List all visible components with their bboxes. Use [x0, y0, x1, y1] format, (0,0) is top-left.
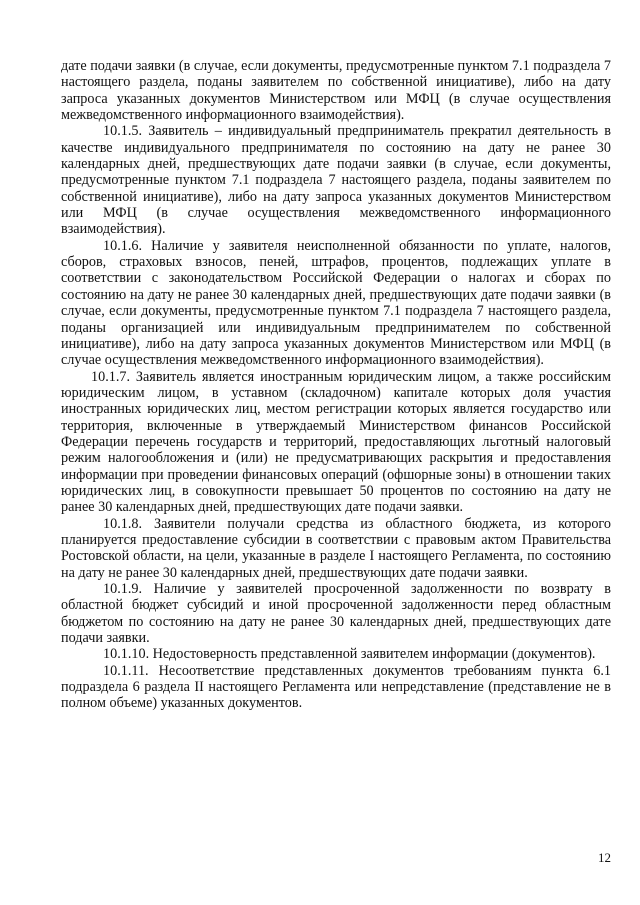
paragraph-continuation: дате подачи заявки (в случае, если документы, предусмотренные пунктом 7.1 подраздела 7 настоящего раздела, поданы заявителем по собственной инициативе), либо на дату запроса указанных документов Министерством или МФЦ (в случае осуществления межведомственного информационного взаимодействия). — [61, 58, 611, 124]
page-number: 12 — [598, 850, 611, 865]
paragraph-10-1-6: 10.1.6. Наличие у заявителя неисполненной обязанности по уплате, налогов, сборов, страховых взносов, пеней, штрафов, процентов, подлежащих уплате в соответствии с законодательством Российской Федерации о налогах и сборах по состоянию на дату не ранее 30 календарных дней, предшествующих дате подачи заявки (в случае, если документы, предусмотренные пунктом 7.1 подраздела 7 настоящего раздела, поданы организацией или индивидуальным предпринимателем по собственной инициативе), либо на дату запроса указанных документов Министерством или МФЦ (в случае осуществления межведомственного информационного взаимодействия). — [61, 237, 611, 369]
paragraph-10-1-8: 10.1.8. Заявители получали средства из областного бюджета, из которого планируется предоставление субсидии в соответствии с правовым актом Правительства Ростовской области, на цели, указанные в разделе I настоящего Регламента, по состоянию на дату не ранее 30 календарных дней, предшествующих дате подачи заявки. — [61, 515, 611, 581]
paragraph-10-1-9: 10.1.9. Наличие у заявителей просроченной задолженности по возврату в областной бюджет субсидий и иной просроченной задолженности перед областным бюджетом по состоянию на дату не ранее 30 календарных дней, предшествующих дате подачи заявки. — [61, 581, 611, 647]
paragraph-10-1-5: 10.1.5. Заявитель – индивидуальный предприниматель прекратил деятельность в качестве индивидуального предпринимателя по состоянию на дату не ранее 30 календарных дней, предшествующих дате подачи заявки (в случае, если документы, предусмотренные пунктом 7.1 подраздела 7 настоящего раздела, поданы заявителем по собственной инициативе), либо на дату запроса указанных документов Министерством или МФЦ (в случае осуществления межведомственного информационного взаимодействия). — [61, 123, 611, 238]
paragraph-10-1-11: 10.1.11. Несоответствие представленных документов требованиям пункта 6.1 подраздела 6 раздела II настоящего Регламента или непредставление (представление не в полном объеме) указанных документов. — [61, 662, 611, 712]
paragraph-10-1-7: 10.1.7. Заявитель является иностранным юридическим лицом, а также российским юридическим лицом, в уставном (складочном) капитале которых доля участия иностранных юридических лиц, местом регистрации которых является государство или территория, включенные в утверждаемый Министерством финансов Российской Федерации перечень государств и территорий, предоставляющих льготный налоговый режим налогообложения и (или) не предусматривающих раскрытия и предоставления информации при проведении финансовых операций (офшорные зоны) в отношении таких юридических лиц, в совокупности превышает 50 процентов по состоянию на дату не ранее 30 календарных дней, предшествующих дате подачи заявки. — [61, 368, 611, 516]
paragraph-10-1-10: 10.1.10. Недостоверность представленной заявителем информации (документов). — [103, 646, 596, 663]
document-page — [61, 58, 611, 858]
